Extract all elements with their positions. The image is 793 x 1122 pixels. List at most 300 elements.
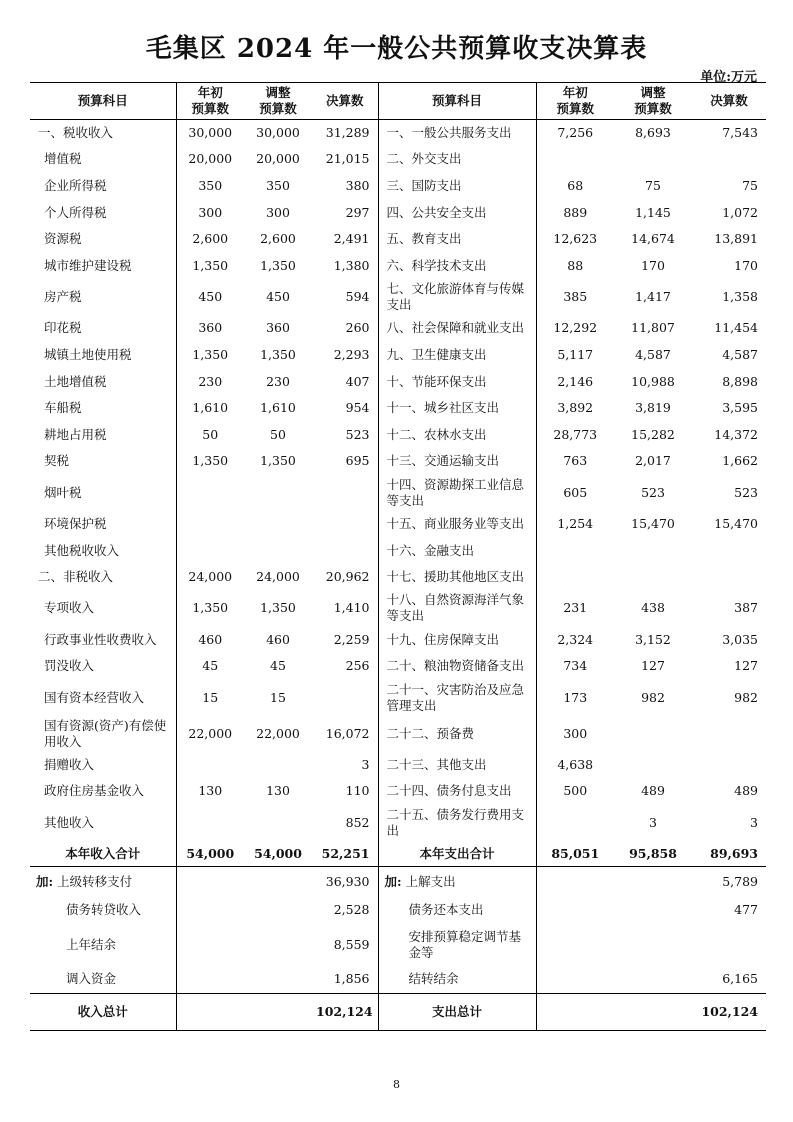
- empty-cell: [614, 994, 692, 1031]
- income-grand-total-value: 102,124: [312, 994, 378, 1031]
- expense-initial-budget: 88: [567, 257, 584, 273]
- income-subject: 增值税: [30, 146, 176, 173]
- income-final-account: 1,410: [312, 590, 378, 626]
- expense-subject: 五、教育支出: [378, 226, 536, 253]
- empty-cell: [176, 925, 244, 965]
- income-subject: 二、非税收入: [30, 564, 176, 591]
- income-adjusted-budget: 300: [266, 204, 290, 220]
- income-adjusted-budget: [244, 475, 312, 511]
- income-final-account: 954: [312, 395, 378, 422]
- header-right-final: 决算数: [692, 83, 766, 120]
- expense-final-account: 1,072: [722, 204, 758, 220]
- expense-subject: 九、卫生健康支出: [378, 342, 536, 369]
- expense-addition-cell: [378, 867, 536, 896]
- expense-final-account: 4,587: [722, 346, 758, 362]
- expense-adjusted-budget: 15,282: [631, 426, 675, 442]
- expense-final-account: 11,454: [714, 320, 758, 336]
- income-adjusted-budget: [244, 537, 312, 564]
- expense-addition-cell: [378, 925, 536, 965]
- expense-adjusted-budget: [614, 537, 692, 564]
- unit-label: 单位:万元: [700, 70, 757, 85]
- expense-adjusted-budget: 438: [641, 600, 665, 616]
- income-initial-budget: [176, 752, 244, 779]
- income-adjusted-budget: 22,000: [256, 725, 300, 741]
- income-initial-budget: 230: [198, 373, 223, 389]
- income-final-account: 852: [312, 805, 378, 841]
- expense-adjusted-budget: [614, 716, 692, 752]
- expense-total-final: 89,693: [692, 841, 766, 867]
- income-final-account: [312, 680, 378, 716]
- income-initial-budget: 20,000: [188, 151, 233, 167]
- expense-final-account: [692, 716, 766, 752]
- income-final-account: 20,962: [312, 564, 378, 591]
- expense-adjusted-budget: 8,693: [635, 125, 671, 141]
- expense-subject: 十三、交通运输支出: [378, 448, 536, 475]
- table-row: [30, 537, 766, 564]
- expense-initial-budget: 4,638: [557, 756, 594, 772]
- expense-initial-budget: 889: [563, 204, 588, 220]
- expense-initial-budget: 1,254: [557, 515, 594, 531]
- expense-subject: 二十五、债务发行费用支出: [378, 805, 536, 841]
- income-addition-subject: 上年结余: [66, 936, 117, 952]
- expense-adjusted-budget: 2,017: [635, 453, 671, 469]
- table-row: [30, 173, 766, 200]
- income-final-account: [312, 511, 378, 538]
- expense-final-account: [692, 564, 766, 591]
- expense-initial-budget: 300: [563, 725, 588, 741]
- income-addition-cell: [30, 896, 176, 925]
- table-row: [30, 805, 766, 841]
- table-row: [30, 199, 766, 226]
- income-addition-subject: 上级转移支付: [57, 873, 133, 889]
- income-adjusted-budget: 230: [266, 373, 290, 389]
- income-initial-budget: 460: [198, 631, 223, 647]
- expense-initial-budget: 12,292: [553, 320, 598, 336]
- header-left-initial: 年初 预算数: [176, 83, 244, 120]
- income-initial-budget: 1,610: [192, 400, 229, 416]
- table-row: [30, 368, 766, 395]
- expense-adjusted-budget: 4,587: [635, 346, 671, 362]
- expense-grand-total-value: 102,124: [692, 994, 766, 1031]
- income-final-account: 21,015: [312, 146, 378, 173]
- expense-initial-budget: 12,623: [553, 231, 598, 247]
- expense-subject: 十一、城乡社区支出: [378, 395, 536, 422]
- expense-adjusted-budget: 170: [641, 257, 665, 273]
- expense-initial-budget: 3,892: [557, 400, 594, 416]
- table-grand-total: [30, 994, 766, 1031]
- income-subject: 车船税: [30, 395, 176, 422]
- expense-adjusted-budget: 14,674: [631, 231, 675, 247]
- table-row: [30, 716, 766, 752]
- expense-final-account: 15,470: [714, 515, 758, 531]
- header-right-adjusted: 调整 预算数: [614, 83, 692, 120]
- page-number: 8: [393, 1078, 400, 1091]
- expense-subject: 十九、住房保障支出: [378, 626, 536, 653]
- empty-cell: [176, 896, 244, 925]
- income-adjusted-budget: 450: [266, 289, 290, 305]
- income-initial-budget: 1,350: [192, 257, 229, 273]
- expense-adjusted-budget: 10,988: [631, 373, 675, 389]
- page-title: 毛集区 2024 年一般公共预算收支决算表: [145, 34, 648, 64]
- income-adjusted-budget: 130: [266, 783, 290, 799]
- expense-final-account: 489: [734, 783, 758, 799]
- expense-final-account: [692, 537, 766, 564]
- expense-final-account: 14,372: [714, 426, 758, 442]
- expense-adjusted-budget: 489: [641, 783, 665, 799]
- table-row: [30, 680, 766, 716]
- add-prefix: 加:: [384, 873, 402, 889]
- expense-addition-cell: [378, 896, 536, 925]
- expense-initial-budget: 2,324: [557, 631, 594, 647]
- addition-row: [30, 965, 766, 994]
- expense-initial-budget: [536, 146, 614, 173]
- expense-final-account: [692, 752, 766, 779]
- expense-adjusted-budget: 127: [641, 658, 665, 674]
- income-initial-budget: [176, 475, 244, 511]
- empty-cell: [176, 965, 244, 994]
- table-row: [30, 448, 766, 475]
- header-left-final: 决算数: [312, 83, 378, 120]
- expense-subject: 二十、粮油物资储备支出: [378, 653, 536, 680]
- income-initial-budget: 1,350: [192, 346, 229, 362]
- income-subject: 环境保护税: [30, 511, 176, 538]
- income-adjusted-budget: [244, 752, 312, 779]
- income-initial-budget: 15: [202, 689, 219, 705]
- add-prefix: 加:: [36, 873, 54, 889]
- income-addition-final: 36,930: [312, 867, 378, 896]
- income-subject: 资源税: [30, 226, 176, 253]
- income-initial-budget: 450: [198, 289, 223, 305]
- addition-row: [30, 925, 766, 965]
- income-adjusted-budget: [244, 805, 312, 841]
- expense-addition-final: 477: [734, 902, 758, 918]
- income-adjusted-budget: 24,000: [256, 569, 300, 585]
- table-row: [30, 279, 766, 315]
- income-initial-budget: 1,350: [192, 453, 229, 469]
- expense-adjusted-budget: 523: [641, 484, 665, 500]
- expense-final-account: 3,035: [722, 631, 758, 647]
- table-row: [30, 395, 766, 422]
- income-addition-subject: 调入资金: [66, 971, 117, 987]
- expense-final-account: 75: [742, 177, 758, 193]
- income-initial-budget: 50: [202, 426, 219, 442]
- income-subject: 行政事业性收费收入: [30, 626, 176, 653]
- income-adjusted-budget: 45: [270, 658, 286, 674]
- expense-adjusted-budget: 3,152: [635, 631, 671, 647]
- income-final-account: [312, 475, 378, 511]
- expense-subject: 十、节能环保支出: [378, 368, 536, 395]
- income-adjusted-budget: 460: [266, 631, 290, 647]
- income-subject: 土地增值税: [30, 368, 176, 395]
- empty-cell: [614, 965, 692, 994]
- expense-final-account: 1,662: [722, 453, 758, 469]
- expense-subject: 六、科学技术支出: [378, 252, 536, 279]
- income-adjusted-budget: [244, 511, 312, 538]
- expense-initial-budget: 500: [563, 783, 588, 799]
- income-subject: 国有资源(资产)有偿使用收入: [30, 716, 176, 752]
- table-row: [30, 511, 766, 538]
- expense-final-account: 3,595: [722, 400, 758, 416]
- income-subject: 一、税收收入: [30, 120, 176, 147]
- income-adjusted-budget: 15: [270, 689, 286, 705]
- expense-adjusted-budget: [614, 146, 692, 173]
- expense-addition-subject: 结转结余: [408, 971, 459, 987]
- expense-final-account: 982: [734, 689, 758, 705]
- expense-total-adjusted: 95,858: [614, 841, 692, 867]
- expense-final-account: 3: [750, 814, 758, 830]
- expense-subject: 二十三、其他支出: [378, 752, 536, 779]
- expense-adjusted-budget: 1,417: [635, 289, 671, 305]
- expense-initial-budget: 763: [563, 453, 588, 469]
- expense-addition-final: 5,789: [722, 873, 758, 889]
- expense-final-account: 13,891: [714, 231, 758, 247]
- income-adjusted-budget: 20,000: [256, 151, 300, 167]
- empty-cell: [244, 965, 312, 994]
- income-initial-budget: 2,600: [192, 231, 229, 247]
- empty-cell: [244, 925, 312, 965]
- header-left-subject: 预算科目: [30, 83, 176, 120]
- income-subject: 国有资本经营收入: [30, 680, 176, 716]
- expense-adjusted-budget: 75: [645, 177, 661, 193]
- expense-initial-budget: 173: [563, 689, 588, 705]
- income-subject: 捐赠收入: [30, 752, 176, 779]
- empty-cell: [244, 994, 312, 1031]
- income-final-account: 407: [312, 368, 378, 395]
- income-subject: 其他税收收入: [30, 537, 176, 564]
- expense-initial-budget: [536, 537, 614, 564]
- income-initial-budget: 30,000: [188, 125, 233, 141]
- expense-initial-budget: 734: [563, 658, 588, 674]
- expense-final-account: 387: [734, 600, 758, 616]
- header-left-adjusted: 调整 预算数: [244, 83, 312, 120]
- income-initial-budget: [176, 537, 244, 564]
- income-adjusted-budget: 1,350: [260, 453, 296, 469]
- income-final-account: 110: [312, 778, 378, 805]
- income-initial-budget: 22,000: [188, 725, 233, 741]
- income-adjusted-budget: 1,350: [260, 346, 296, 362]
- expense-addition-subject: 安排预算稳定调节基金等: [408, 928, 522, 960]
- empty-cell: [614, 867, 692, 896]
- income-total-initial: 54,000: [176, 841, 244, 867]
- expense-addition-subject: 上解支出: [405, 873, 456, 889]
- table-row: [30, 564, 766, 591]
- table-body: [30, 120, 766, 867]
- empty-cell: [536, 896, 614, 925]
- income-subject: 政府住房基金收入: [30, 778, 176, 805]
- table-row: [30, 752, 766, 779]
- grand-total-row: [30, 994, 766, 1031]
- year-total-row: [30, 841, 766, 867]
- expense-final-account: 8,898: [722, 373, 758, 389]
- income-subject: 城镇土地使用税: [30, 342, 176, 369]
- expense-adjusted-budget: [614, 752, 692, 779]
- income-addition-final: 8,559: [312, 925, 378, 965]
- income-subject: 企业所得税: [30, 173, 176, 200]
- expense-total-initial: 85,051: [536, 841, 614, 867]
- empty-cell: [176, 867, 244, 896]
- empty-cell: [536, 965, 614, 994]
- expense-final-account: 523: [734, 484, 758, 500]
- expense-initial-budget: 605: [563, 484, 588, 500]
- table-row: [30, 421, 766, 448]
- empty-cell: [176, 994, 244, 1031]
- expense-total-label: 本年支出合计: [378, 841, 536, 867]
- expense-initial-budget: [536, 564, 614, 591]
- expense-final-account: 7,543: [722, 125, 758, 141]
- table-row: [30, 475, 766, 511]
- income-adjusted-budget: 1,350: [260, 257, 296, 273]
- income-addition-cell: [30, 925, 176, 965]
- table-row: [30, 120, 766, 147]
- income-final-account: 260: [312, 315, 378, 342]
- table-row: [30, 315, 766, 342]
- income-adjusted-budget: 2,600: [260, 231, 296, 247]
- expense-subject: 二十一、灾害防治及应急管理支出: [378, 680, 536, 716]
- expense-subject: 十六、金融支出: [378, 537, 536, 564]
- income-initial-budget: 1,350: [192, 600, 229, 616]
- income-final-account: 2,491: [312, 226, 378, 253]
- income-initial-budget: 300: [198, 204, 223, 220]
- income-subject: 罚没收入: [30, 653, 176, 680]
- expense-subject: 三、国防支出: [378, 173, 536, 200]
- table-header-row: [30, 83, 766, 120]
- income-subject: 个人所得税: [30, 199, 176, 226]
- expense-initial-budget: 385: [563, 289, 588, 305]
- expense-adjusted-budget: 3: [649, 814, 657, 830]
- addition-row: [30, 867, 766, 896]
- expense-initial-budget: 28,773: [553, 426, 598, 442]
- income-subject: 契税: [30, 448, 176, 475]
- income-addition-final: 2,528: [312, 896, 378, 925]
- expense-adjusted-budget: [614, 564, 692, 591]
- header-right-initial: 年初 预算数: [536, 83, 614, 120]
- table-row: [30, 590, 766, 626]
- income-subject: 耕地占用税: [30, 421, 176, 448]
- income-subject: 其他收入: [30, 805, 176, 841]
- expense-adjusted-budget: 982: [641, 689, 665, 705]
- header-right-subject: 预算科目: [378, 83, 536, 120]
- expense-initial-budget: [536, 805, 614, 841]
- income-initial-budget: 24,000: [188, 569, 233, 585]
- income-adjusted-budget: 30,000: [256, 125, 300, 141]
- expense-subject: 七、文化旅游体育与传媒支出: [378, 279, 536, 315]
- income-initial-budget: 45: [202, 658, 219, 674]
- empty-cell: [244, 867, 312, 896]
- budget-table: [30, 82, 766, 1031]
- expense-final-account: 127: [734, 658, 758, 674]
- income-addition-subject: 债务转贷收入: [66, 902, 142, 918]
- income-final-account: 523: [312, 421, 378, 448]
- income-final-account: 695: [312, 448, 378, 475]
- income-final-account: 31,289: [312, 120, 378, 147]
- income-final-account: 16,072: [312, 716, 378, 752]
- income-final-account: [312, 537, 378, 564]
- expense-initial-budget: 231: [563, 600, 588, 616]
- expense-subject: 二十四、债务付息支出: [378, 778, 536, 805]
- income-addition-cell: [30, 867, 176, 896]
- income-adjusted-budget: 360: [266, 320, 290, 336]
- expense-final-account: 1,358: [722, 289, 758, 305]
- income-final-account: 2,259: [312, 626, 378, 653]
- expense-subject: 十七、援助其他地区支出: [378, 564, 536, 591]
- empty-cell: [614, 925, 692, 965]
- income-total-label: 本年收入合计: [30, 841, 176, 867]
- expense-grand-total-label: 支出总计: [378, 994, 536, 1031]
- income-subject: 印花税: [30, 315, 176, 342]
- income-adjusted-budget: 1,610: [260, 400, 296, 416]
- income-adjusted-budget: 1,350: [260, 600, 296, 616]
- expense-addition-cell: [378, 965, 536, 994]
- income-initial-budget: [176, 511, 244, 538]
- expense-adjusted-budget: 15,470: [631, 515, 675, 531]
- expense-subject: 十八、自然资源海洋气象等支出: [378, 590, 536, 626]
- table-row: [30, 252, 766, 279]
- expense-initial-budget: 2,146: [557, 373, 594, 389]
- income-final-account: 380: [312, 173, 378, 200]
- expense-adjusted-budget: 11,807: [631, 320, 675, 336]
- income-initial-budget: [176, 805, 244, 841]
- income-adjusted-budget: 350: [266, 177, 290, 193]
- expense-subject: 十四、资源勘探工业信息等支出: [378, 475, 536, 511]
- table-row: [30, 342, 766, 369]
- income-grand-total-label: 收入总计: [30, 994, 176, 1031]
- expense-addition-final: 6,165: [722, 971, 758, 987]
- income-final-account: 297: [312, 199, 378, 226]
- expense-initial-budget: 68: [567, 177, 584, 193]
- expense-final-account: [692, 146, 766, 173]
- income-adjusted-budget: 50: [270, 426, 286, 442]
- table-row: [30, 226, 766, 253]
- income-final-account: 3: [312, 752, 378, 779]
- income-initial-budget: 350: [198, 177, 223, 193]
- empty-cell: [536, 925, 614, 965]
- income-final-account: 1,380: [312, 252, 378, 279]
- expense-initial-budget: 7,256: [557, 125, 594, 141]
- income-subject: 城市维护建设税: [30, 252, 176, 279]
- addition-row: [30, 896, 766, 925]
- empty-cell: [614, 896, 692, 925]
- expense-adjusted-budget: 1,145: [635, 204, 671, 220]
- expense-subject: 八、社会保障和就业支出: [378, 315, 536, 342]
- expense-final-account: 170: [734, 257, 758, 273]
- expense-subject: 四、公共安全支出: [378, 199, 536, 226]
- income-subject: 专项收入: [30, 590, 176, 626]
- table-row: [30, 146, 766, 173]
- table-row: [30, 778, 766, 805]
- income-initial-budget: 360: [198, 320, 223, 336]
- income-initial-budget: 130: [198, 783, 223, 799]
- expense-subject: 二、外交支出: [378, 146, 536, 173]
- income-final-account: 2,293: [312, 342, 378, 369]
- expense-addition-final: [692, 925, 766, 965]
- expense-subject: 一、一般公共服务支出: [378, 120, 536, 147]
- income-addition-cell: [30, 965, 176, 994]
- income-total-adjusted: 54,000: [244, 841, 312, 867]
- expense-addition-subject: 债务还本支出: [408, 902, 484, 918]
- income-subject: 烟叶税: [30, 475, 176, 511]
- expense-initial-budget: 5,117: [557, 346, 594, 362]
- income-final-account: 594: [312, 279, 378, 315]
- empty-cell: [536, 867, 614, 896]
- empty-cell: [244, 896, 312, 925]
- income-addition-final: 1,856: [312, 965, 378, 994]
- income-total-final: 52,251: [312, 841, 378, 867]
- income-final-account: 256: [312, 653, 378, 680]
- empty-cell: [536, 994, 614, 1031]
- table-row: [30, 653, 766, 680]
- table-additions: [30, 867, 766, 994]
- expense-adjusted-budget: 3,819: [635, 400, 671, 416]
